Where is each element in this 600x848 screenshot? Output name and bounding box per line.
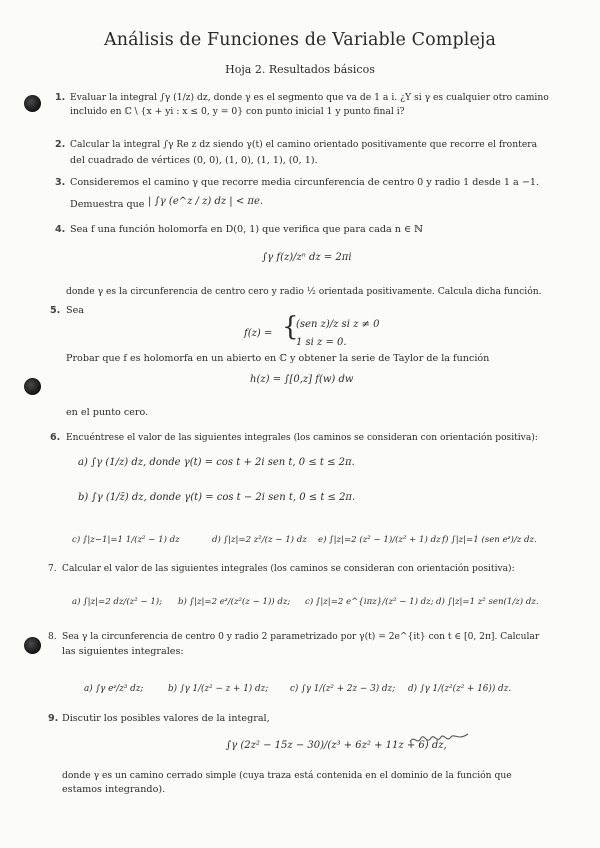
problem-6-item-d: d) ∫|z|=2 z²/(z − 1) dz xyxy=(212,535,307,545)
problem-7-item-d: d) ∫|z|=1 z² sen(1/z) dz. xyxy=(436,597,539,607)
problem-5-text: Probar que f es holomorfa en un abierto en ℂ y obtener la serie de Taylor de la función xyxy=(66,353,490,364)
problem-7-item-c: c) ∫|z|=2 e^{iπz}/(z² − 1) dz; xyxy=(305,597,434,607)
problem-4-equation: ∫γ f(z)/zⁿ dz = 2πi xyxy=(262,252,352,263)
problem-4-text: donde γ es la circunferencia de centro cero y radio ½ orientada positivamente. Calcula dicha función. xyxy=(66,286,542,297)
brace-icon: { xyxy=(282,312,299,342)
problem-5-text: Sea xyxy=(66,305,84,316)
problem-3-equation: | ∫γ (e^z / z) dz | < πe. xyxy=(148,196,264,207)
problem-1-number: 1. xyxy=(55,92,66,103)
problem-8-item-c: c) ∫γ 1/(z² + 2z − 3) dz; xyxy=(290,684,396,694)
problem-5-text: en el punto cero. xyxy=(66,407,149,418)
handwritten-scribble-icon xyxy=(408,730,470,748)
problem-6-item-a: a) ∫γ (1/z) dz, donde γ(t) = cos t + 2i sen t, 0 ≤ t ≤ 2π. xyxy=(78,457,355,468)
problem-6-item-f: f) ∫|z|=1 (sen eᶻ)/z dz. xyxy=(442,535,537,545)
problem-5-case: 1 si z = 0. xyxy=(296,337,347,348)
problem-9-text: estamos integrando). xyxy=(62,784,166,795)
problem-6-item-e: e) ∫|z|=2 (z² − 1)/(z² + 1) dz xyxy=(318,535,441,545)
problem-8-item-b: b) ∫γ 1/(z² − z + 1) dz; xyxy=(168,684,269,694)
problem-6-item-b: b) ∫γ (1/z̄) dz, donde γ(t) = cos t − 2i sen t, 0 ≤ t ≤ 2π. xyxy=(78,492,356,503)
problem-2-text: del cuadrado de vértices (0, 0), (1, 0), (1, 1), (0, 1). xyxy=(70,155,318,166)
problem-8-item-a: a) ∫γ eᶻ/z³ dz; xyxy=(84,684,144,694)
problem-5-number: 5. xyxy=(50,305,61,316)
problem-7-number: 7. xyxy=(48,564,57,574)
problem-8-item-d: d) ∫γ 1/(z²(z² + 16)) dz. xyxy=(408,684,512,694)
problem-1-text: incluido en ℂ \ {x + yi : x ≤ 0, y = 0} con punto inicial 1 y punto final i? xyxy=(70,106,405,117)
problem-8-text: Sea γ la circunferencia de centro 0 y radio 2 parametrizado por γ(t) = 2e^{it} con t ∈ [0, 2π]. Calcular xyxy=(62,632,540,642)
problem-7-item-a: a) ∫|z|=2 dz/(z² − 1); xyxy=(72,597,163,607)
binder-hole-icon xyxy=(24,637,41,654)
problem-8-text: las siguientes integrales: xyxy=(62,646,184,657)
binder-hole-icon xyxy=(24,95,41,112)
problem-5-equation: h(z) = ∫[0,z] f(w) dw xyxy=(250,374,354,385)
problem-7-item-b: b) ∫|z|=2 eᶻ/(z²(z − 1)) dz; xyxy=(178,597,291,607)
problem-4-number: 4. xyxy=(55,224,66,235)
problem-3-text: Consideremos el camino γ que recorre media circunferencia de centro 0 y radio 1 desde 1 a −1. xyxy=(70,177,540,188)
problem-3-number: 3. xyxy=(55,177,66,188)
problem-9-equation: ∫γ (2z² − 15z − 30)/(z³ + 6z² + 11z + 6) dz, xyxy=(226,740,447,751)
problem-2-number: 2. xyxy=(55,139,66,150)
problem-6-item-c: c) ∫|z−1|=1 1/(z² − 1) dz xyxy=(72,535,180,545)
problem-6-text: Encuéntrese el valor de las siguientes integrales (los caminos se consideran con orientación positiva): xyxy=(66,433,538,443)
problem-3-text: Demuestra que xyxy=(70,199,145,210)
page-subtitle: Hoja 2. Resultados básicos xyxy=(225,63,375,76)
page-title: Análisis de Funciones de Variable Compleja xyxy=(103,30,496,50)
problem-9-number: 9. xyxy=(48,713,59,724)
problem-9-text: Discutir los posibles valores de la integral, xyxy=(62,713,270,724)
binder-hole-icon xyxy=(24,378,41,395)
problem-2-text: Calcular la integral ∫γ Re z dz siendo γ(t) el camino orientado positivamente que recorre el frontera xyxy=(70,139,538,150)
problem-4-text: Sea f una función holomorfa en D(0, 1) que verifica que para cada n ∈ ℕ xyxy=(70,224,423,235)
problem-1-text: Evaluar la integral ∫γ (1/z) dz, donde γ es el segmento que va de 1 a i. ¿Y si γ es cualquier otro camino xyxy=(70,92,549,103)
problem-5-equation: f(z) = xyxy=(244,328,273,339)
problem-5-case: (sen z)/z si z ≠ 0 xyxy=(296,319,380,330)
problem-6-number: 6. xyxy=(50,432,61,443)
problem-9-text: donde γ es un camino cerrado simple (cuya traza está contenida en el dominio de la función que xyxy=(62,770,512,781)
problem-8-number: 8. xyxy=(48,632,57,642)
problem-7-text: Calcular el valor de las siguientes integrales (los caminos se consideran con orientación positiva): xyxy=(62,564,515,574)
